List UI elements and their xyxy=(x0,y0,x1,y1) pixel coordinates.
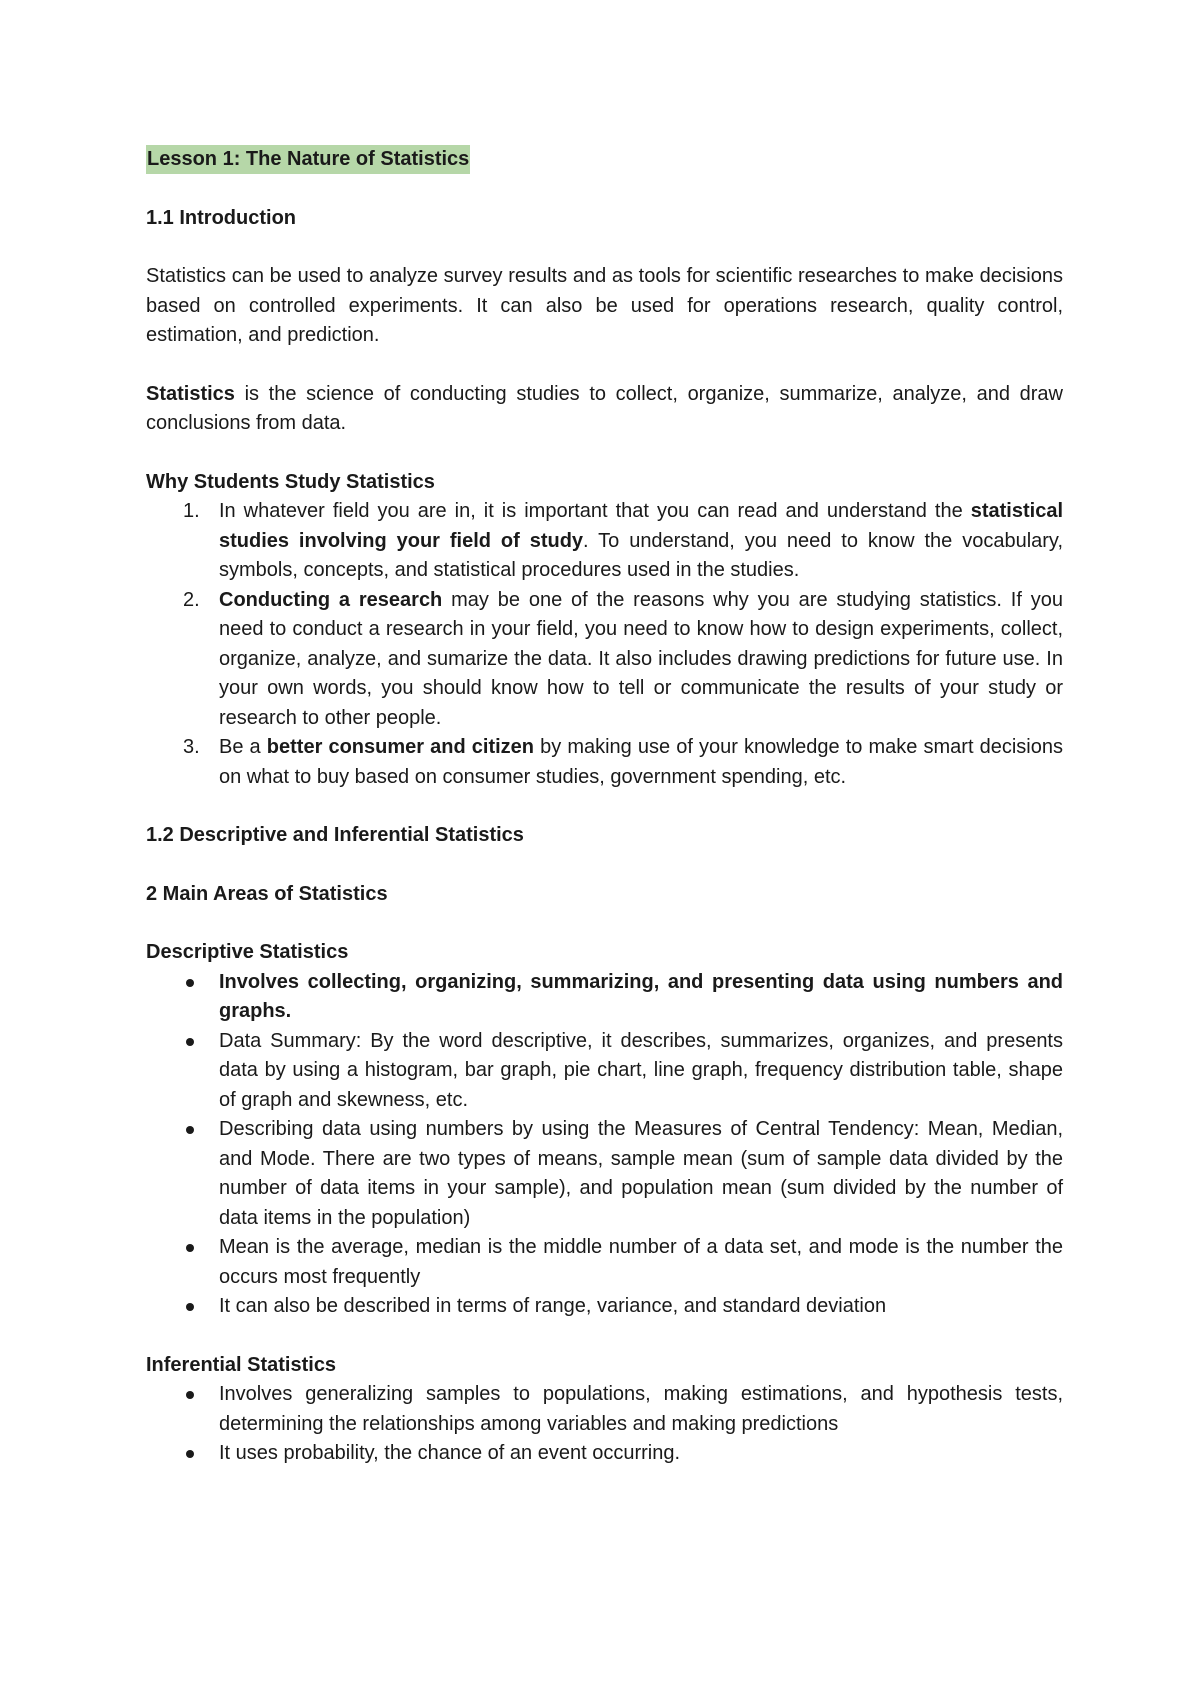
item-text: In whatever field you are in, it is important that you can read and understand the xyxy=(219,500,971,522)
bullet-icon xyxy=(186,1038,194,1046)
inferential-heading: Inferential Statistics xyxy=(146,1353,337,1376)
item-text: Mean is the average, median is the middle number of a data set, and mode is the number the occurs most frequently xyxy=(219,1236,1063,1288)
item-text: It can also be described in terms of range, variance, and standard deviation xyxy=(219,1295,887,1317)
item-text: by making use of your knowledge to make smart decisions on what to buy based on consumer studies, government spending, etc. xyxy=(219,736,1063,788)
why-list xyxy=(146,497,1063,792)
definition-term: Statistics xyxy=(146,382,235,405)
list-item xyxy=(146,1380,1063,1439)
why-heading: Why Students Study Statistics xyxy=(146,470,435,493)
intro-paragraph: Statistics can be used to analyze survey results and as tools for scientific researches to make decisions based on controlled experiments. It can also be used for operations research, quality control, estimation, and prediction. xyxy=(146,265,1063,346)
bullet-icon xyxy=(186,1450,194,1458)
list-item xyxy=(146,1292,1063,1322)
inferential-list xyxy=(146,1380,1063,1469)
bullet-icon xyxy=(186,1244,194,1252)
item-bold-text: statistical studies involving your field of study xyxy=(219,500,1063,552)
item-bold-text: Involves collecting, organizing, summarizing, and presenting data using numbers and graphs. xyxy=(219,970,1063,1022)
list-item xyxy=(146,733,1063,792)
bullet-icon xyxy=(186,979,194,987)
list-number: 3. xyxy=(183,736,200,758)
item-text: Describing data using numbers by using the Measures of Central Tendency: Mean, Median, and Mode. There are two types of means, sample mean (sum of sample data divided by the number of data items in your sample), and population mean (sum divided by the number of data items in the population) xyxy=(219,1118,1063,1229)
bullet-icon xyxy=(186,1303,194,1311)
list-item xyxy=(146,497,1063,586)
intro-heading: 1.1 Introduction xyxy=(146,206,296,229)
list-number: 2. xyxy=(183,588,200,611)
item-bold-text: Conducting a research xyxy=(219,588,443,611)
item-text: Involves generalizing samples to populations, making estimations, and hypothesis tests, determining the relationships among variables and making predictions xyxy=(219,1383,1063,1435)
definition-text: is the science of conducting studies to collect, organize, summarize, analyze, and draw conclusions from data. xyxy=(146,382,1063,434)
lesson-title: Lesson 1: The Nature of Statistics xyxy=(146,145,470,174)
item-text: may be one of the reasons why you are studying statistics. If you need to conduct a research in your field, you need to know how to design experiments, collect, organize, analyze, and sumarize the data. It also includes drawing predictions for future use. In your own words, you should know how to tell or communicate the results of your study or research to other people. xyxy=(219,588,1064,729)
list-number: 1. xyxy=(183,500,200,522)
main-areas-heading: 2 Main Areas of Statistics xyxy=(146,882,388,905)
bullet-icon xyxy=(186,1126,194,1134)
item-text: Be a xyxy=(219,736,267,758)
item-text: Data Summary: By the word descriptive, it describes, summarizes, organizes, and presents data by using a histogram, bar graph, pie chart, line graph, frequency distribution table, shape of graph and skewness, etc. xyxy=(219,1029,1063,1111)
list-item xyxy=(146,586,1063,734)
list-item xyxy=(146,968,1063,1027)
item-bold-text: better consumer and citizen xyxy=(266,736,535,758)
item-text: . To understand, you need to know the vocabulary, symbols, concepts, and statistical procedures used in the studies. xyxy=(219,529,1064,581)
list-item xyxy=(146,1233,1063,1292)
list-item xyxy=(146,1027,1063,1116)
list-item xyxy=(146,1439,1063,1469)
document-body xyxy=(146,145,1063,1469)
descriptive-heading: Descriptive Statistics xyxy=(146,941,349,963)
list-item xyxy=(146,1115,1063,1233)
lesson-title-line xyxy=(146,145,1063,175)
section-2-heading: 1.2 Descriptive and Inferential Statistics xyxy=(146,824,524,846)
descriptive-list xyxy=(146,968,1063,1322)
item-text: It uses probability, the chance of an event occurring. xyxy=(219,1442,681,1464)
bullet-icon xyxy=(186,1391,194,1399)
statistics-definition xyxy=(146,380,1063,439)
